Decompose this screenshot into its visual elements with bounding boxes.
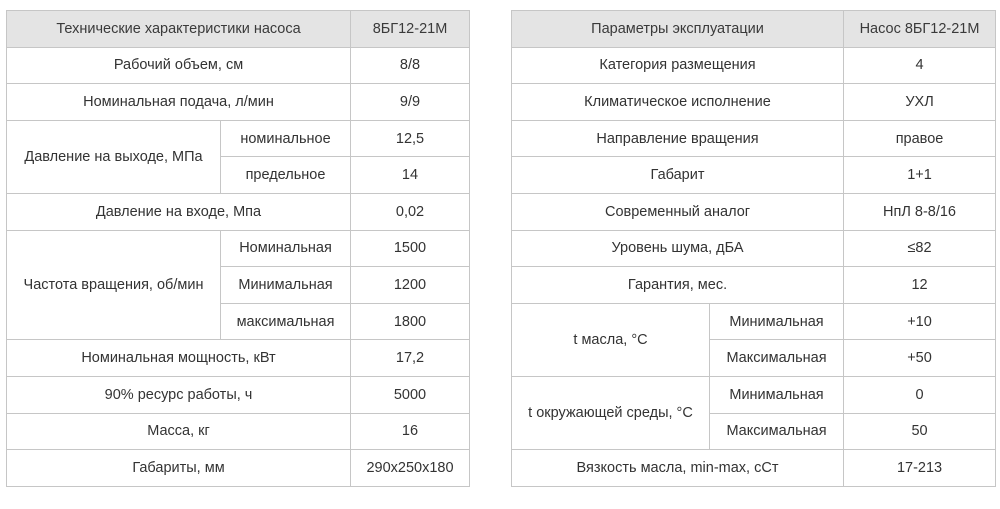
row-label-cell: Номинальная мощность, кВт	[7, 340, 351, 377]
table-row	[7, 450, 470, 487]
value-cell: 290x250x180	[351, 450, 470, 487]
row-label-cell: Направление вращения	[512, 120, 844, 157]
row-label-cell: Климатическое исполнение	[512, 84, 844, 121]
row-label-cell: Давление на входе, Мпа	[7, 193, 351, 230]
table-row	[7, 84, 470, 121]
value-cell: 1800	[351, 303, 470, 340]
value-cell: 16	[351, 413, 470, 450]
value-cell: правое	[844, 120, 996, 157]
header-cell: 8БГ12-21М	[351, 11, 470, 48]
header-cell: Технические характеристики насоса	[7, 11, 351, 48]
row-label-cell: Габарит	[512, 157, 844, 194]
row-label-cell: t окружающей среды, °С	[512, 376, 710, 449]
table-row	[512, 303, 996, 340]
sub-label-cell: предельное	[221, 157, 351, 194]
value-cell: 50	[844, 413, 996, 450]
value-cell: 1500	[351, 230, 470, 267]
table-row	[512, 84, 996, 121]
value-cell: 12	[844, 267, 996, 304]
table-row	[512, 376, 996, 413]
table-row	[7, 230, 470, 267]
table-row	[7, 193, 470, 230]
table-row	[512, 193, 996, 230]
sub-label-cell: Номинальная	[221, 230, 351, 267]
sub-label-cell: номинальное	[221, 120, 351, 157]
header-cell: Параметры эксплуатации	[512, 11, 844, 48]
value-cell: 17-213	[844, 450, 996, 487]
value-cell: 14	[351, 157, 470, 194]
row-label-cell: Уровень шума, дБА	[512, 230, 844, 267]
table-row	[7, 413, 470, 450]
operating-params-table	[511, 10, 996, 487]
table-row	[7, 47, 470, 84]
value-cell: НпЛ 8-8/16	[844, 193, 996, 230]
table-row	[512, 450, 996, 487]
row-label-cell: Частота вращения, об/мин	[7, 230, 221, 340]
table-row	[512, 267, 996, 304]
table-row	[512, 230, 996, 267]
sub-label-cell: Минимальная	[710, 376, 844, 413]
table-row	[7, 340, 470, 377]
value-cell: 17,2	[351, 340, 470, 377]
row-label-cell: Масса, кг	[7, 413, 351, 450]
value-cell: 0,02	[351, 193, 470, 230]
value-cell: 12,5	[351, 120, 470, 157]
value-cell: ≤82	[844, 230, 996, 267]
value-cell: УХЛ	[844, 84, 996, 121]
row-label-cell: t масла, °С	[512, 303, 710, 376]
sub-label-cell: Максимальная	[710, 413, 844, 450]
value-cell: 9/9	[351, 84, 470, 121]
sub-label-cell: Максимальная	[710, 340, 844, 377]
value-cell: +10	[844, 303, 996, 340]
table-header-row	[7, 11, 470, 48]
value-cell: 4	[844, 47, 996, 84]
table-row	[512, 157, 996, 194]
row-label-cell: Номинальная подача, л/мин	[7, 84, 351, 121]
table-row	[7, 376, 470, 413]
row-label-cell: Категория размещения	[512, 47, 844, 84]
value-cell: 0	[844, 376, 996, 413]
table-row	[512, 120, 996, 157]
row-label-cell: Современный аналог	[512, 193, 844, 230]
row-label-cell: 90% ресурс работы, ч	[7, 376, 351, 413]
sub-label-cell: максимальная	[221, 303, 351, 340]
value-cell: 8/8	[351, 47, 470, 84]
value-cell: 1+1	[844, 157, 996, 194]
sub-label-cell: Минимальная	[221, 267, 351, 304]
row-label-cell: Давление на выходе, МПа	[7, 120, 221, 193]
pump-specs-table	[6, 10, 470, 487]
row-label-cell: Гарантия, мес.	[512, 267, 844, 304]
header-cell: Насос 8БГ12-21М	[844, 11, 996, 48]
row-label-cell: Рабочий объем, см	[7, 47, 351, 84]
value-cell: 1200	[351, 267, 470, 304]
value-cell: +50	[844, 340, 996, 377]
table-row	[512, 47, 996, 84]
sub-label-cell: Минимальная	[710, 303, 844, 340]
row-label-cell: Габариты, мм	[7, 450, 351, 487]
row-label-cell: Вязкость масла, min-max, сСт	[512, 450, 844, 487]
table-row	[7, 120, 470, 157]
value-cell: 5000	[351, 376, 470, 413]
table-header-row	[512, 11, 996, 48]
